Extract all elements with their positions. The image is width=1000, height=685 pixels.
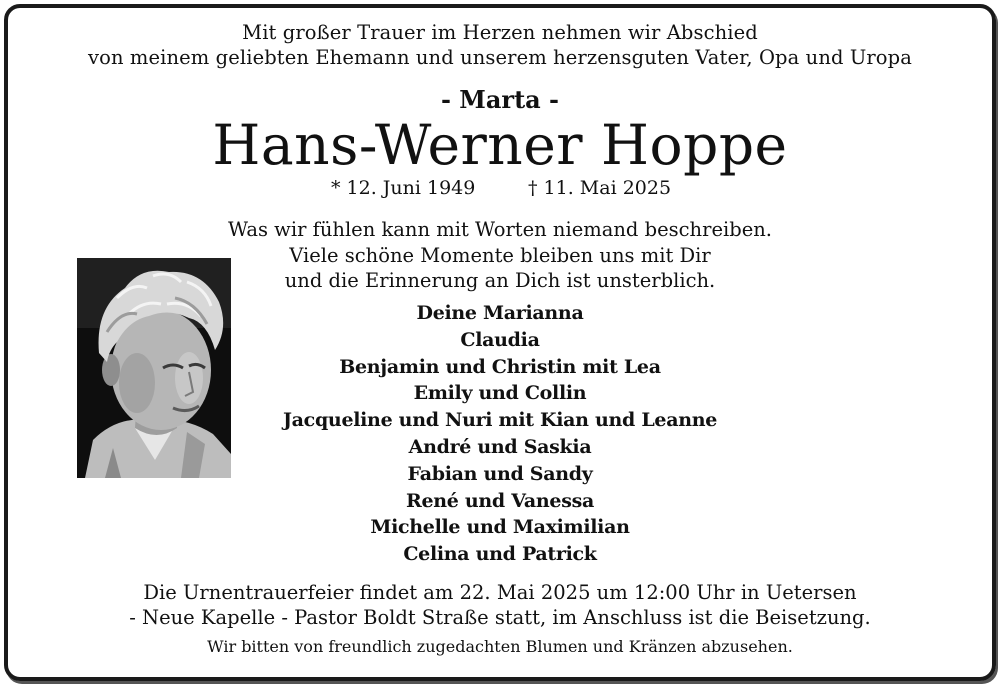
- intro-line-2: von meinem geliebten Ehemann und unserem herzensguten Vater, Opa und Uropa: [88, 46, 912, 69]
- verse-line-2: Viele schöne Momente bleiben uns mit Dir: [289, 244, 711, 267]
- deceased-nickname: - Marta -: [440, 85, 560, 114]
- mourner-name: Benjamin und Christin mit Lea: [339, 355, 661, 378]
- verse-line-3: und die Erinnerung an Dich ist unsterblich.: [284, 269, 716, 292]
- mourner-name: Deine Marianna: [416, 302, 584, 324]
- flowers-request: Wir bitten von freundlich zugedachten Blumen und Kränzen abzusehen.: [207, 637, 793, 656]
- mourner-name: Jacqueline und Nuri mit Kian und Leanne: [282, 409, 718, 432]
- mourner-name: Emily und Collin: [413, 382, 587, 405]
- mourner-name: Fabian und Sandy: [407, 462, 593, 485]
- mourner-name: René und Vanessa: [405, 489, 595, 512]
- verse-line-1: Was wir fühlen kann mit Worten niemand beschreiben.: [227, 218, 772, 241]
- death-date: † 11. Mai 2025: [528, 177, 672, 199]
- mourner-name: André und Saskia: [408, 435, 592, 458]
- mourner-name: Celina und Patrick: [403, 543, 597, 566]
- mourner-name: Claudia: [460, 328, 540, 351]
- deceased-name: Hans-Werner Hoppe: [212, 113, 788, 177]
- intro-line-1: Mit großer Trauer im Herzen nehmen wir Abschied: [242, 21, 758, 44]
- ceremony-line-2: - Neue Kapelle - Pastor Boldt Straße statt, im Anschluss ist die Beisetzung.: [129, 606, 871, 629]
- ceremony-line-1: Die Urnentrauerfeier findet am 22. Mai 2025 um 12:00 Uhr in Uetersen: [143, 581, 857, 604]
- mourners-list: [0, 300, 1000, 568]
- birth-date: * 12. Juni 1949: [331, 177, 476, 199]
- mourner-name: Michelle und Maximilian: [370, 516, 630, 539]
